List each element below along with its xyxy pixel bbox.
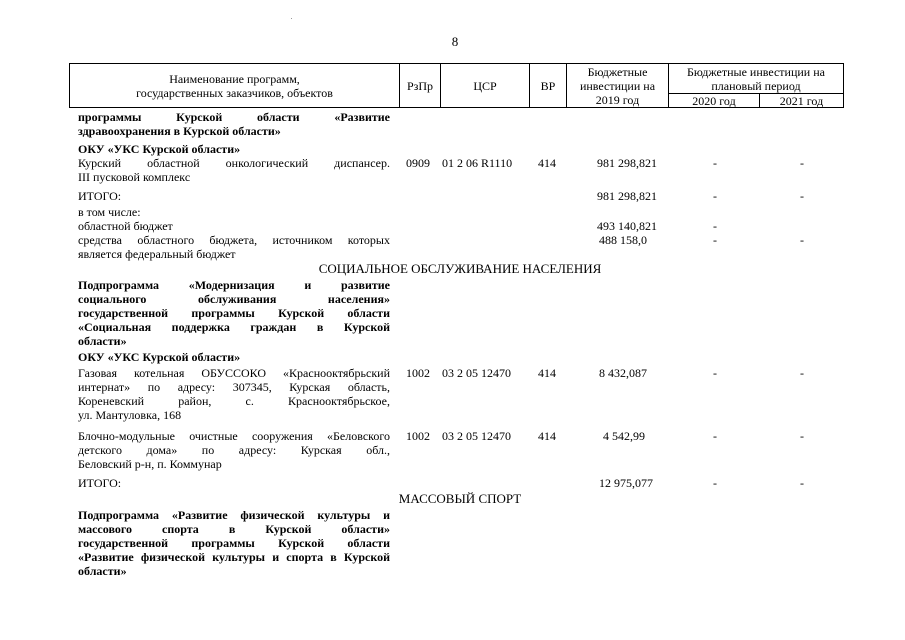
text-line: III пусковой комплекс xyxy=(78,170,191,184)
text-line: Беловский р-н, п. Коммунар xyxy=(78,457,222,471)
header-budget-2019 xyxy=(567,64,668,107)
health-object-vr: 414 xyxy=(538,156,556,170)
text-line: Кореневский район, с. Краснооктябрьское, xyxy=(78,394,390,408)
health-customer: ОКУ «УКС Курской области» xyxy=(78,142,241,156)
header-budget-line: 2019 год xyxy=(595,92,640,107)
text-line: массового спорта в Курской области» xyxy=(78,522,390,536)
text-line: Подпрограмма «Модернизация и развитие xyxy=(78,278,390,292)
social-total-2020: - xyxy=(713,476,717,490)
social-object1-rzpr: 1002 xyxy=(406,366,430,380)
text-line: является федеральный бюджет xyxy=(78,247,236,261)
social-object2-2019: 4 542,99 xyxy=(603,429,645,443)
sport-section-title: МАССОВЫЙ СПОРТ xyxy=(398,491,522,506)
page-number: 8 xyxy=(451,34,459,49)
text-line: Блочно-модульные очистные сооружения «Беловского xyxy=(78,429,390,443)
health-federal-2019: 488 158,0 xyxy=(599,233,647,247)
social-customer: ОКУ «УКС Курской области» xyxy=(78,350,241,364)
health-object-2020: - xyxy=(713,156,717,170)
header-plan-line: плановый период xyxy=(711,78,801,93)
sport-subprogram-title xyxy=(78,508,390,578)
text-line: программы Курской области «Развитие xyxy=(78,110,390,124)
health-object-rzpr: 0909 xyxy=(406,156,430,170)
text-line: социального обслуживания населения» xyxy=(78,292,390,306)
text-line: области» xyxy=(78,334,127,348)
header-vr: ВР xyxy=(540,78,556,93)
header-2020: 2020 год xyxy=(692,93,736,108)
social-total-2021: - xyxy=(800,476,804,490)
health-total-2020: - xyxy=(713,189,717,203)
health-object-2021: - xyxy=(800,156,804,170)
social-object1-name xyxy=(78,366,390,422)
social-subprogram-title xyxy=(78,278,390,348)
social-total-label: ИТОГО: xyxy=(78,476,122,490)
social-object2-vr: 414 xyxy=(538,429,556,443)
header-plan-period xyxy=(669,64,843,93)
health-program-title xyxy=(78,110,390,138)
header-name-line: Наименование программ, xyxy=(169,71,300,86)
health-total-2021: - xyxy=(800,189,804,203)
health-regional-2019: 493 140,821 xyxy=(597,219,657,233)
social-object2-2021: - xyxy=(800,429,804,443)
social-object1-2021: - xyxy=(800,366,804,380)
social-object2-csr: 03 2 05 12470 xyxy=(442,429,511,443)
text-line: области» xyxy=(78,564,127,578)
text-line: государственной программы Курской области xyxy=(78,536,390,550)
header-name xyxy=(70,64,399,107)
health-object-name xyxy=(78,156,390,184)
text-line: средства областного бюджета, источником которых xyxy=(78,233,390,247)
health-federal-2021: - xyxy=(800,233,804,247)
text-line: «Социальная поддержка граждан в Курской xyxy=(78,320,390,334)
health-federal-label xyxy=(78,233,390,261)
social-object1-2020: - xyxy=(713,366,717,380)
social-object2-name xyxy=(78,429,390,471)
scan-mark xyxy=(291,18,292,19)
social-section-title: СОЦИАЛЬНОЕ ОБСЛУЖИВАНИЕ НАСЕЛЕНИЯ xyxy=(318,261,602,276)
text-line: ул. Мантуловка, 168 xyxy=(78,408,182,422)
text-line: Газовая котельная ОБУССОКО «Краснооктябрьский xyxy=(78,366,390,380)
text-line: государственной программы Курской области xyxy=(78,306,390,320)
health-regional-label: областной бюджет xyxy=(78,219,173,233)
social-total-2019: 12 975,077 xyxy=(599,476,653,490)
social-object1-2019: 8 432,087 xyxy=(599,366,647,380)
health-incl-label: в том числе: xyxy=(78,205,141,219)
header-name-line: государственных заказчиков, объектов xyxy=(136,85,333,100)
health-object-2019: 981 298,821 xyxy=(597,156,657,170)
header-2021: 2021 год xyxy=(779,93,824,108)
header-csr: ЦСР xyxy=(473,78,497,93)
header-plan-line: Бюджетные инвестиции на xyxy=(687,64,825,79)
text-line: Подпрограмма «Развитие физической культуры и xyxy=(78,508,390,522)
text-line: детского дома» по адресу: Курская обл., xyxy=(78,443,390,457)
header-budget-line: инвестиции на xyxy=(579,78,656,93)
text-line: Курский областной онкологический диспансер. xyxy=(78,156,390,170)
health-regional-2020: - xyxy=(713,219,717,233)
text-line: «Развитие физической культуры и спорта в Курской xyxy=(78,550,390,564)
text-line: интернат» по адресу: 307345, Курская область, xyxy=(78,380,390,394)
social-object2-rzpr: 1002 xyxy=(406,429,430,443)
health-object-csr: 01 2 06 R1110 xyxy=(442,156,513,170)
social-object1-vr: 414 xyxy=(538,366,556,380)
social-object1-csr: 03 2 05 12470 xyxy=(442,366,511,380)
health-total-2019: 981 298,821 xyxy=(597,189,657,203)
text-line: здравоохранения в Курской области» xyxy=(78,124,281,138)
header-rzpr: РзПр xyxy=(406,78,434,93)
health-federal-2020: - xyxy=(713,233,717,247)
social-object2-2020: - xyxy=(713,429,717,443)
health-total-label: ИТОГО: xyxy=(78,189,122,203)
header-budget-line: Бюджетные xyxy=(587,64,648,79)
table-header xyxy=(69,63,844,108)
